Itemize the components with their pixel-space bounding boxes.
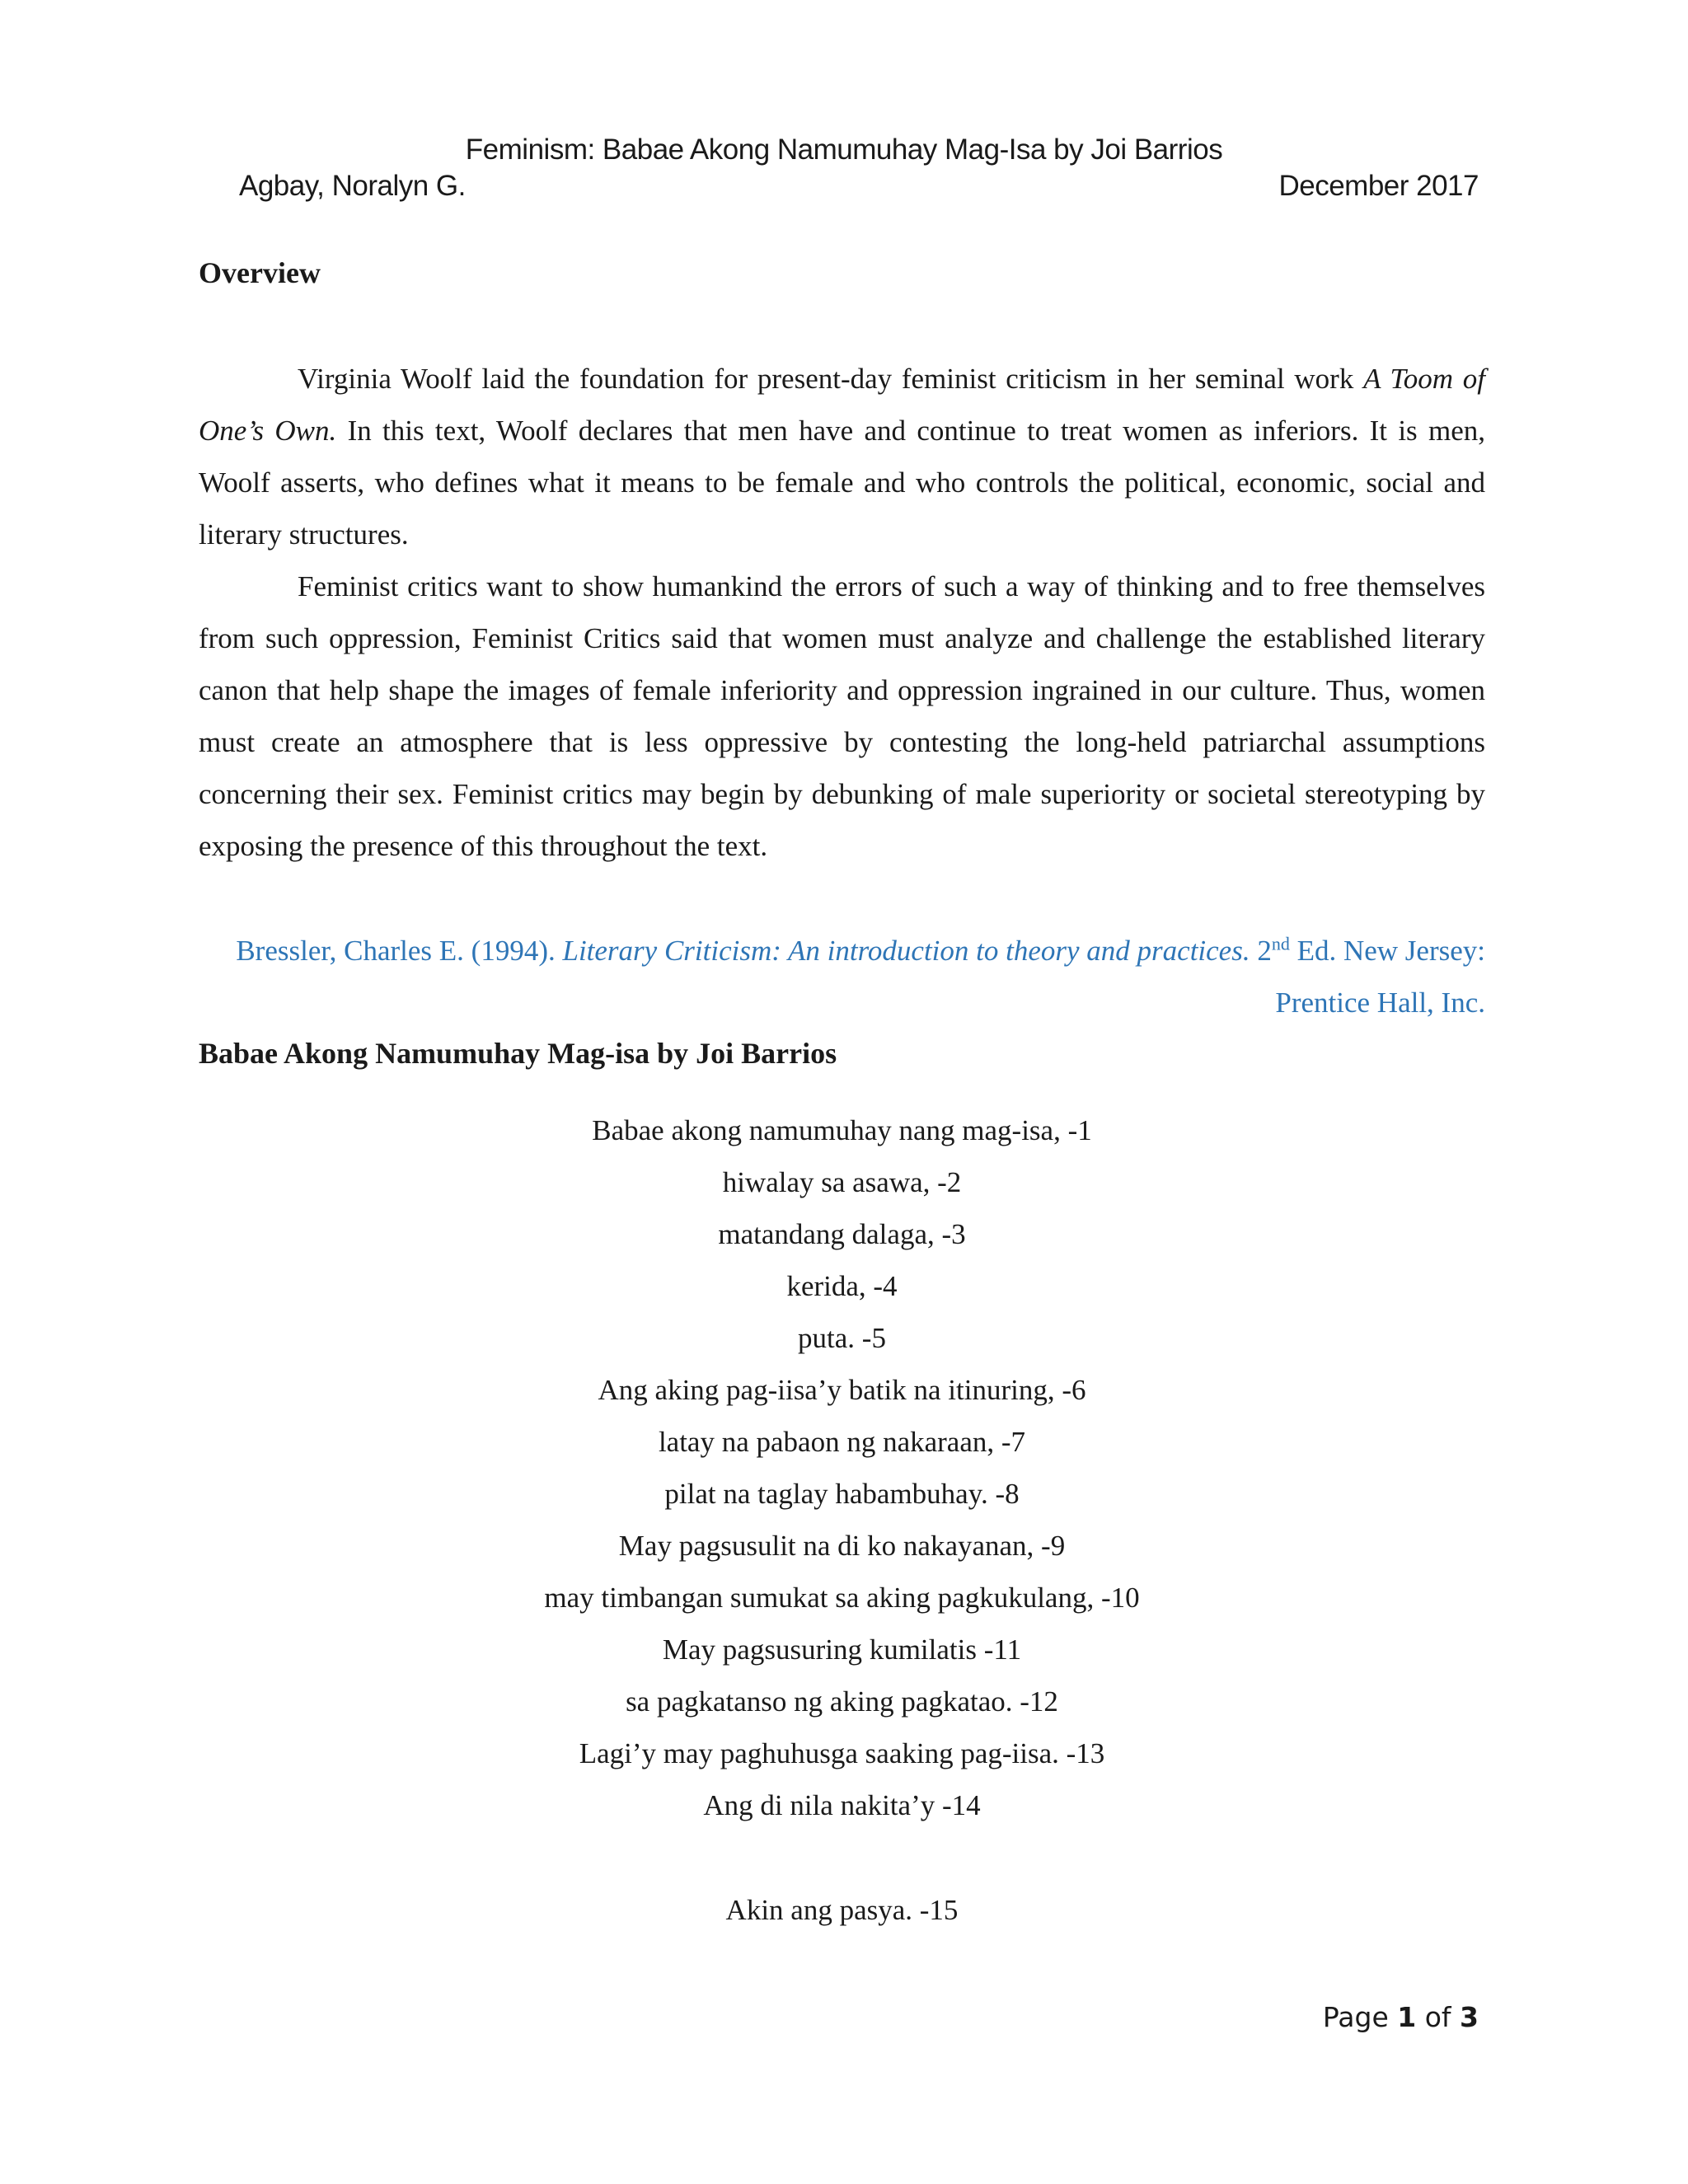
page-of-label: of [1416, 2001, 1461, 2033]
page-current: 1 [1397, 2001, 1417, 2033]
citation-author: Bressler, Charles E. (1994). [236, 935, 563, 967]
poem-heading: Babae Akong Namumuhay Mag-isa by Joi Barrios [199, 1037, 837, 1070]
poem-line: Akin ang pasya. -15 [725, 1894, 959, 1926]
poem-line: hiwalay sa asawa, -2 [722, 1166, 962, 1198]
citation-edition-sup: nd [1271, 933, 1290, 954]
poem-line: may timbangan sumukat sa aking pagkukulang, -10 [544, 1582, 1140, 1614]
citation-publisher: Ed. New Jersey: Prentice Hall, Inc. [1275, 935, 1485, 1019]
poem-line: Lagi’y may paghuhusga saaking pag-iisa. -13 [579, 1737, 1105, 1769]
poem-line: May pagsusulit na di ko nakayanan, -9 [618, 1530, 1066, 1562]
poem-line: Ang aking pag-iisa’y batik na itinuring, -6 [598, 1374, 1086, 1406]
overview-heading: Overview [199, 256, 321, 289]
overview-paragraph-1 [199, 353, 1485, 560]
page-label: Page [1322, 2001, 1398, 2033]
header-date: December 2017 [1278, 170, 1479, 202]
citation-edition: 2 [1250, 935, 1272, 967]
page-number [1323, 2001, 1479, 2033]
poem-line: Ang di nila nakita’y -14 [703, 1789, 981, 1821]
poem-line: matandang dalaga, -3 [718, 1218, 966, 1250]
poem-line: kerida, -4 [786, 1270, 898, 1302]
citation [199, 925, 1485, 1029]
paragraph-1-text-a: Virginia Woolf laid the foundation for present-day feminist criticism in her seminal work [298, 363, 1364, 395]
poem-line: pilat na taglay habambuhay. -8 [664, 1478, 1020, 1510]
overview-body [199, 353, 1485, 872]
poem-line: Babae akong namumuhay nang mag-isa, -1 [592, 1114, 1092, 1146]
header-title: Feminism: Babae Akong Namumuhay Mag-Isa by Joi Barrios [465, 134, 1223, 166]
overview-paragraph-2: Feminist critics want to show humankind the errors of such a way of thinking and to free themselves from such oppression, Feminist Critics said that women must analyze and challenge the established literary canon that help shape the images of female inferiority and oppression ingrained in our culture. Thus, women must create an atmosphere that is less oppressive by contesting the long-held patriarchal assumptions concerning their sex. Feminist critics may begin by debunking of male superiority or societal stereotyping by exposing the presence of this throughout the text. [199, 570, 1485, 862]
citation-title: Literary Criticism: An introduction to theory and practices. [562, 935, 1250, 967]
page-total: 3 [1460, 2001, 1479, 2033]
book-title: A Toom of One’s Own. [199, 363, 1485, 447]
paragraph-1-text-b: In this text, Woolf declares that men have and continue to treat women as inferiors. It is men, Woolf asserts, who defines what it means to be female and who controls the political, economic, social and literary structures. [199, 415, 1485, 551]
poem-line: latay na pabaon ng nakaraan, -7 [658, 1426, 1026, 1458]
poem-line: sa pagkatanso ng aking pagkatao. -12 [626, 1685, 1058, 1718]
poem-line: May pagsusuring kumilatis -11 [662, 1633, 1022, 1666]
poem [199, 1104, 1485, 1936]
poem-line: puta. -5 [798, 1322, 886, 1354]
header-author: Agbay, Noralyn G. [239, 170, 466, 202]
